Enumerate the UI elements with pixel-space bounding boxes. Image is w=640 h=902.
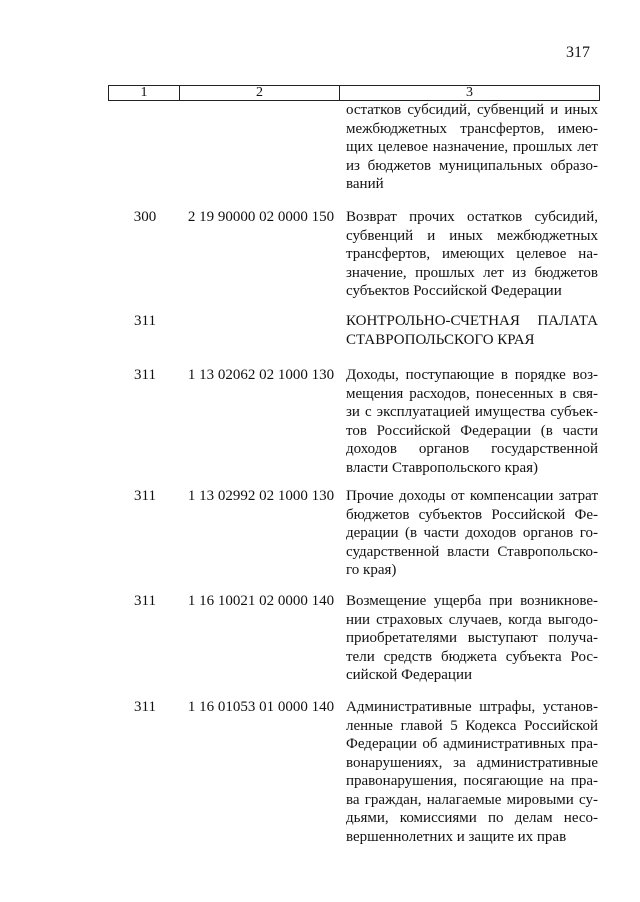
income-description: [346, 698, 598, 846]
description-line: дерации (в части доходов органов го-: [346, 525, 598, 541]
description-line: бюджетов субъектов Российской Фе-: [346, 506, 598, 523]
description-line: Прочие доходы от компенсации затрат: [346, 488, 598, 504]
description-line: остатков субсидий, субвенций и иных: [346, 102, 598, 118]
header-col-1: 1: [109, 86, 180, 100]
description-line: зи с эксплуатацией имущества субъек-: [346, 404, 598, 420]
income-description: [346, 101, 598, 194]
admin-code: 311: [134, 488, 156, 504]
description-line: го края): [346, 562, 397, 578]
description-line: трансфертов, имеющих целевое на-: [346, 246, 598, 262]
description-line: СТАВРОПОЛЬСКОГО КРАЯ: [346, 331, 535, 348]
description-line: сийской Федерации: [346, 667, 473, 683]
income-code: 1 16 01053 01 0000 140: [187, 699, 335, 715]
description-line: ваний: [346, 176, 384, 192]
description-line: Доходы, поступающие в порядке воз-: [346, 367, 598, 383]
description-line: ленные главой 5 Кодекса Российской: [346, 717, 598, 734]
description-line: приобретателями выступают получа-: [346, 630, 598, 646]
description-line: вонарушениях, за административные: [346, 754, 598, 771]
description-line: нии страховых случаев, когда выгодо-: [346, 611, 598, 628]
description-line: правонарушения, посягающие на пра-: [346, 773, 598, 789]
description-line: тели средств бюджета субъекта Рос-: [346, 648, 598, 665]
description-line: Федерации об административных пра-: [346, 736, 598, 752]
admin-code: 311: [134, 699, 156, 715]
admin-code: 300: [133, 209, 157, 225]
description-line: межбюджетных трансфертов, имею-: [346, 120, 598, 137]
income-code: 1 13 02992 02 1000 130: [187, 488, 335, 504]
income-code: 1 16 10021 02 0000 140: [187, 593, 335, 609]
admin-code: 311: [134, 593, 156, 609]
header-col-2: 2: [180, 86, 340, 100]
income-code: 2 19 90000 02 0000 150: [187, 209, 335, 225]
description-line: из бюджетов муниципальных образо-: [346, 157, 598, 174]
description-line: Возврат прочих остатков субсидий,: [346, 209, 598, 225]
income-description: [346, 487, 598, 580]
income-description: [346, 592, 598, 685]
income-description: [346, 312, 598, 349]
description-line: КОНТРОЛЬНО-СЧЕТНАЯ ПАЛАТА: [346, 313, 598, 329]
description-line: субъектов Российской Федерации: [346, 283, 562, 299]
header-col-3: 3: [466, 85, 473, 100]
income-description: [346, 208, 598, 301]
description-line: мещения расходов, понесенных в свя-: [346, 385, 598, 402]
admin-code: 311: [134, 313, 156, 329]
description-line: субвенций и иных межбюджетных: [346, 227, 598, 244]
description-line: щих целевое назначение, прошлых лет: [346, 139, 598, 155]
description-line: власти Ставропольского края): [346, 459, 539, 476]
income-code: 1 13 02062 02 1000 130: [187, 367, 335, 383]
description-line: значение, прошлых лет из бюджетов: [346, 264, 598, 281]
description-line: Административные штрафы, установ-: [346, 699, 598, 715]
description-line: доходов органов государственной: [346, 441, 598, 457]
description-line: дьями, комиссиями по делам несо-: [346, 810, 598, 826]
description-line: сударственной власти Ставропольско-: [346, 543, 598, 560]
income-description: [346, 366, 598, 477]
description-line: ва граждан, налагаемые мировыми су-: [346, 791, 598, 808]
table-header: [108, 85, 600, 101]
description-line: вершеннолетних и защите их прав: [346, 828, 567, 845]
description-line: тов Российской Федерации (в части: [346, 422, 598, 439]
admin-code: 311: [134, 367, 156, 383]
description-line: Возмещение ущерба при возникнове-: [346, 593, 598, 609]
page-number: 317: [566, 44, 590, 61]
